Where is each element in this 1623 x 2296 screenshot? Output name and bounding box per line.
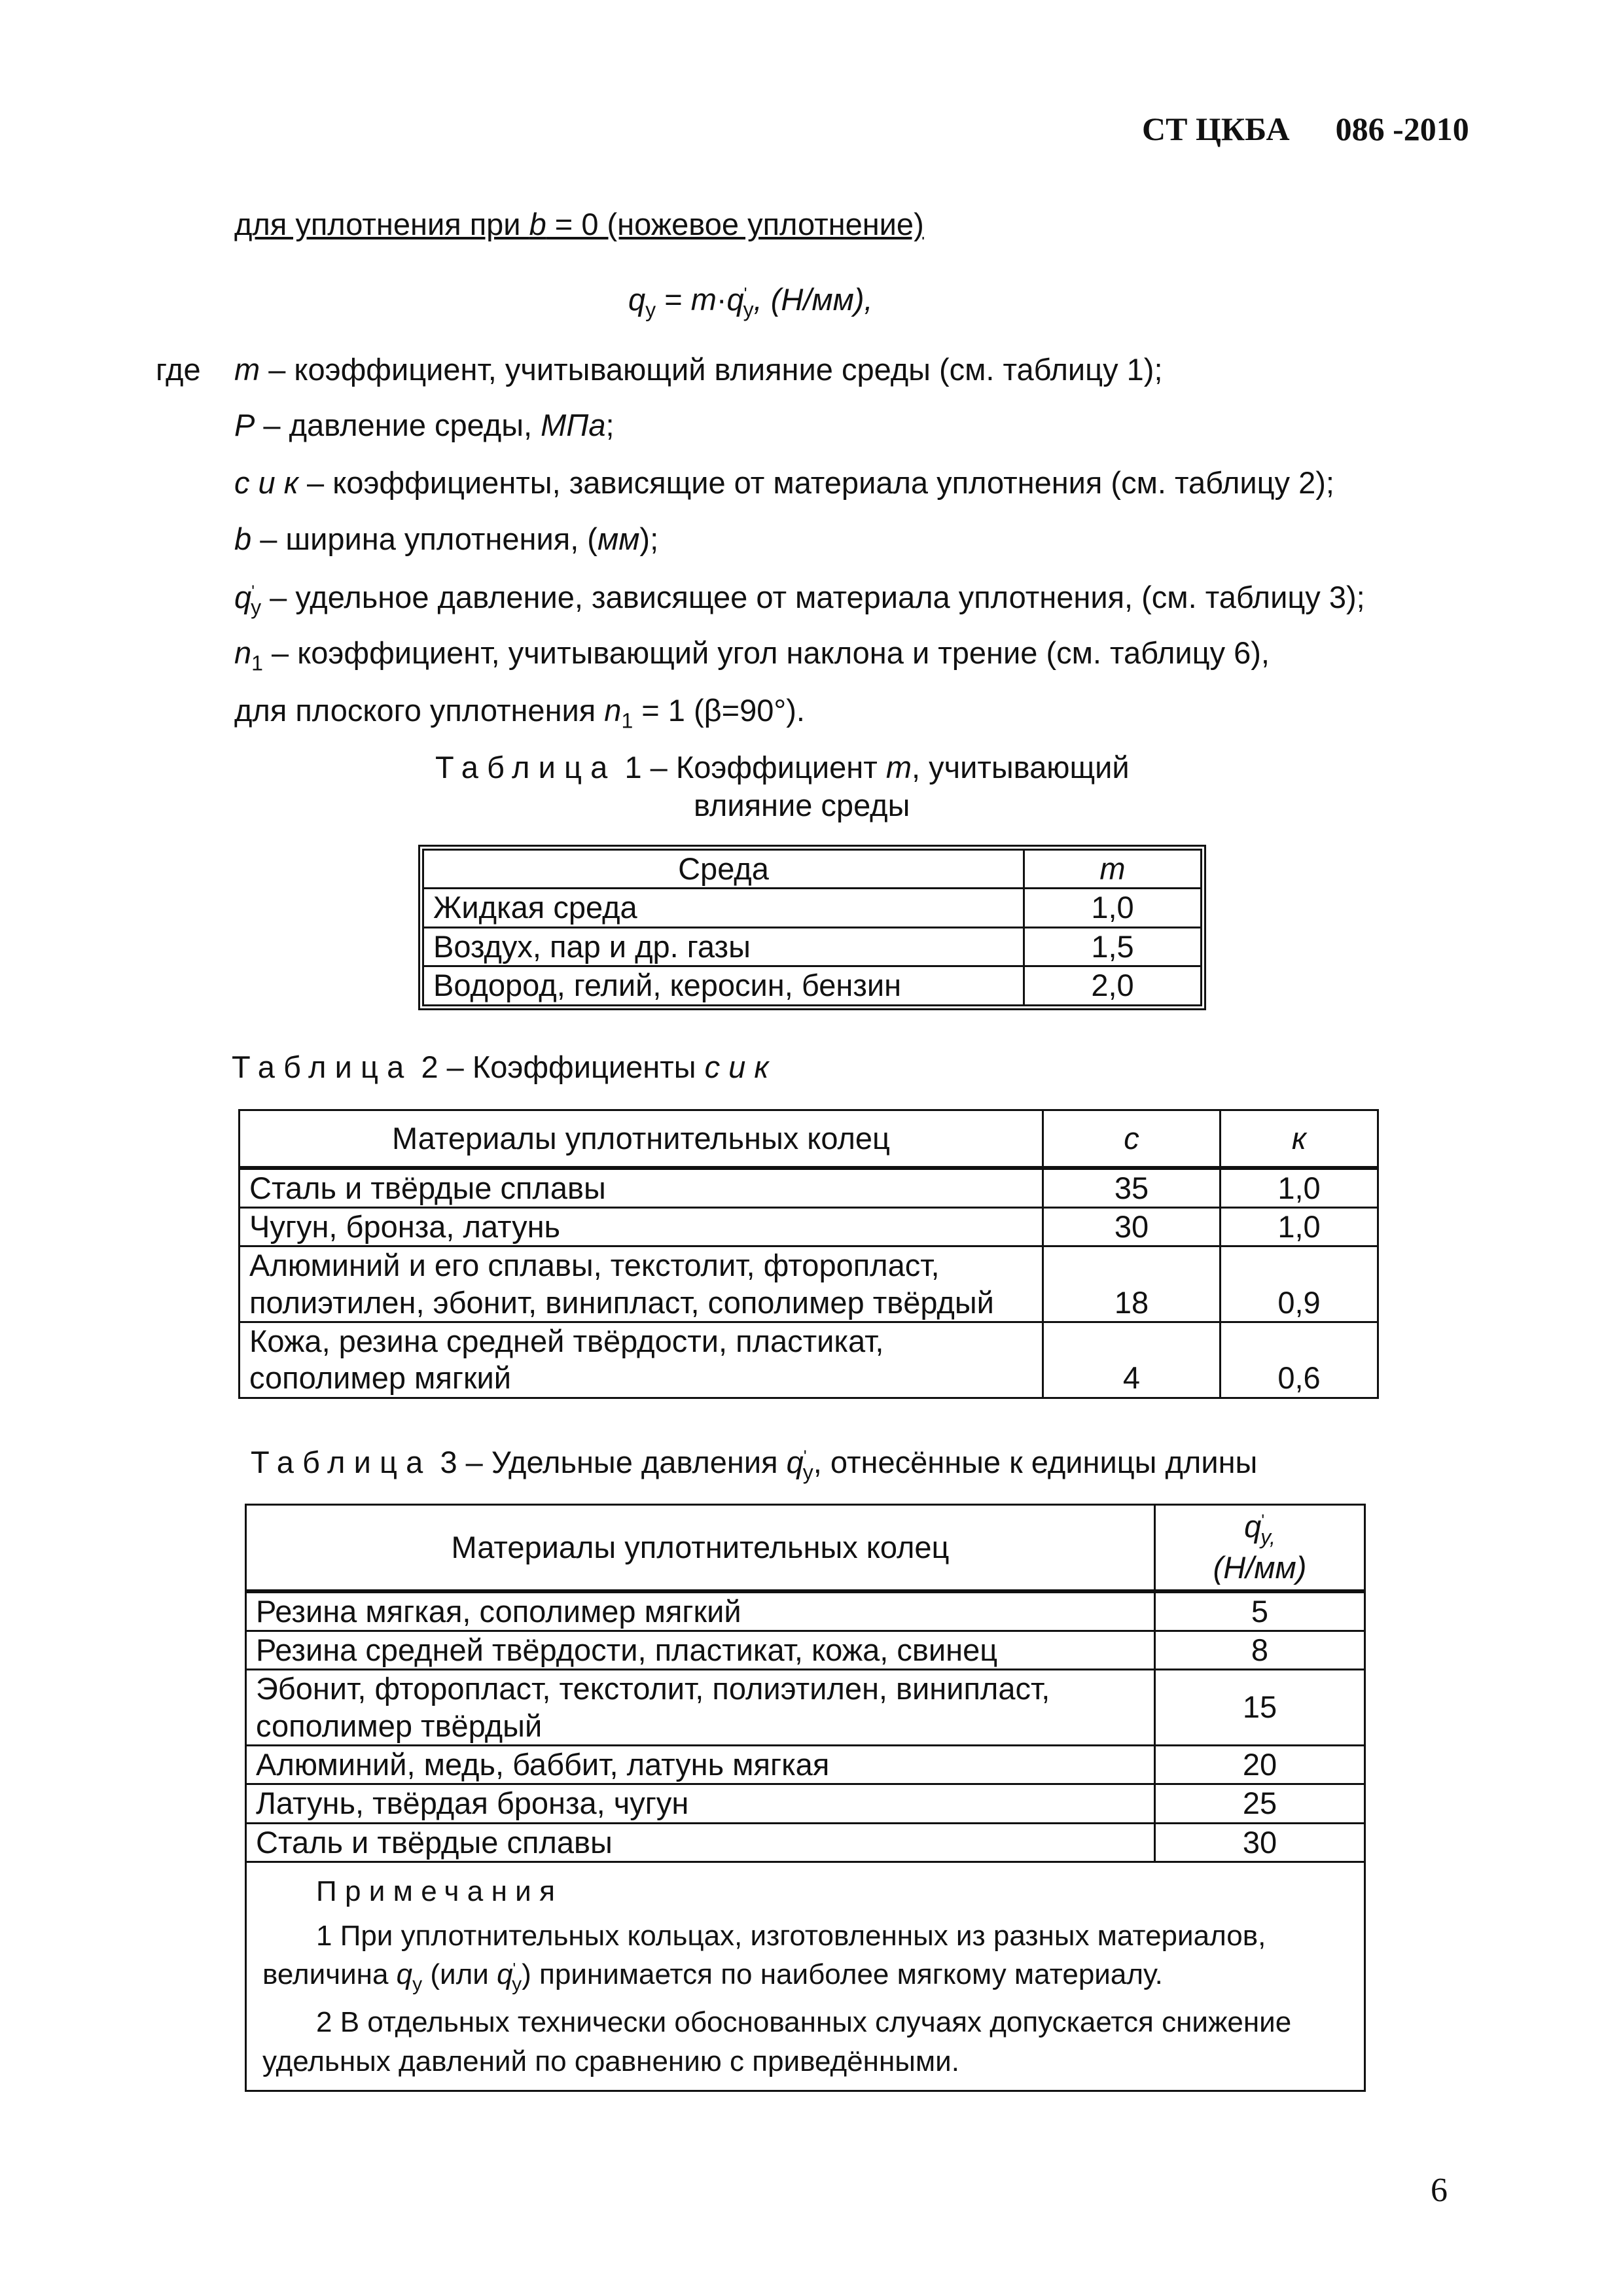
legend-symbol: n	[604, 693, 622, 728]
table-row	[240, 1168, 1378, 1208]
table3-caption	[251, 1444, 1257, 1485]
legend-item-c-k	[234, 465, 1334, 501]
note-sub: у	[512, 1973, 522, 1995]
caption-word: Таблица	[435, 750, 616, 785]
caption-text: 2 – Коэффициенты	[421, 1050, 705, 1084]
table-row	[423, 889, 1202, 927]
caption-sub: у	[802, 1460, 813, 1485]
legend-text: – коэффициенты, зависящие от материала уплотнения (см. таблицу 2);	[298, 465, 1334, 500]
legend-item-flat	[234, 692, 805, 733]
caption-var: с и к	[704, 1050, 769, 1084]
cell-line: сополимер мягкий	[249, 1360, 512, 1396]
legend-symbol: с и к	[234, 465, 298, 500]
formula-prime: '	[743, 283, 747, 304]
cell-line: Эбонит, фторопласт, текстолит, полиэтилен, винипласт,	[256, 1671, 1050, 1706]
formula-m: m	[690, 282, 717, 317]
note-text: 1 При уплотнительных кольцах, изготовленных из разных материалов, величина	[262, 1919, 1266, 1991]
table2-caption	[232, 1049, 769, 1085]
table-row	[246, 1670, 1365, 1746]
header-org: СТ ЦКБА	[1142, 111, 1290, 147]
table-row	[246, 1784, 1365, 1823]
table-cell: 30	[1155, 1823, 1365, 1862]
legend-item-m	[234, 351, 1163, 388]
formula-lhs-sub: у	[645, 298, 656, 322]
legend-unit: МПа	[541, 408, 606, 442]
table-cell: Резина мягкая, сополимер мягкий	[246, 1591, 1155, 1631]
table-cell: Резина средней твёрдости, пластикат, кожа, свинец	[246, 1631, 1155, 1669]
document-header	[1142, 110, 1469, 148]
table-cell: 1,0	[1221, 1168, 1378, 1208]
legend-item-p	[234, 407, 615, 444]
case-b0-heading	[234, 206, 924, 243]
table1-caption-line1	[435, 749, 1130, 785]
header-unit: (Н/мм)	[1213, 1549, 1307, 1585]
formula-unit: , (Н/мм),	[753, 282, 873, 317]
table-row	[240, 1322, 1378, 1398]
legend-text: – ширина уплотнения, (	[251, 521, 597, 556]
table-cell: 18	[1043, 1246, 1221, 1322]
table-notes-row	[246, 1862, 1365, 2091]
table-cell: 5	[1155, 1591, 1365, 1631]
table-cell: 30	[1043, 1207, 1221, 1246]
table-row	[240, 1207, 1378, 1246]
caption-tail: , отнесённые к единицы длины	[813, 1445, 1258, 1479]
page-number: 6	[1431, 2172, 1448, 2209]
cell-line: Алюминий и его сплавы, текстолит, фторопласт,	[249, 1248, 940, 1283]
table-header-row	[246, 1505, 1365, 1591]
table-cell: 1,0	[1221, 1207, 1378, 1246]
table-header: к	[1221, 1110, 1378, 1168]
table-row	[423, 966, 1202, 1005]
cell-line: Кожа, резина средней твёрдости, пластикат,	[249, 1324, 884, 1359]
header-q-sub: у,	[1260, 1525, 1275, 1549]
legend-symbol-sub: 1	[621, 709, 633, 733]
legend-symbol-sub: у	[251, 595, 262, 620]
legend-item-qy	[234, 579, 1365, 620]
table-cell: 8	[1155, 1631, 1365, 1669]
note-sub: у	[412, 1973, 423, 1995]
legend-text: – коэффициент, учитывающий влияние среды (см. таблицу 1);	[260, 352, 1163, 387]
note-var: q	[396, 1958, 413, 1991]
cell-line: полиэтилен, эбонит, винипласт, сополимер твёрдый	[249, 1284, 994, 1320]
legend-text: – давление среды,	[255, 408, 541, 442]
table-cell: Алюминий, медь, баббит, латунь мягкая	[246, 1746, 1155, 1784]
formula-dot: ·	[716, 282, 727, 317]
table-row	[246, 1631, 1365, 1669]
table-cell: 2,0	[1024, 966, 1202, 1005]
legend-text: для плоского уплотнения	[234, 693, 605, 728]
table-row	[423, 927, 1202, 966]
table-header: Материалы уплотнительных колец	[246, 1505, 1155, 1591]
table-cell: Воздух, пар и др. газы	[423, 927, 1024, 966]
caption-text: 3 – Удельные давления	[440, 1445, 787, 1479]
formula-rhs-sub: у	[743, 298, 754, 322]
case-b0-text-after: = 0 (ножевое уплотнение)	[546, 207, 924, 241]
case-b0-var: b	[529, 207, 546, 241]
table-header: с	[1043, 1110, 1221, 1168]
caption-var: q	[786, 1445, 804, 1479]
legend-item-n1	[234, 635, 1270, 676]
legend-where: где	[156, 352, 201, 387]
legend-symbol: b	[234, 521, 252, 556]
table-header: Материалы уплотнительных колец	[240, 1110, 1043, 1168]
legend-prime: '	[251, 581, 255, 601]
table-row	[246, 1746, 1365, 1784]
table-cell: 35	[1043, 1168, 1221, 1208]
caption-var: m	[885, 750, 912, 785]
table-cell	[240, 1246, 1043, 1322]
table-cell: Жидкая среда	[423, 889, 1024, 927]
legend-tail: );	[639, 521, 659, 556]
caption-text: 1 – Коэффициент	[624, 750, 886, 785]
formula-lhs: q	[628, 282, 646, 317]
note-text: (или	[422, 1958, 497, 1991]
caption-word: Таблица	[232, 1050, 413, 1084]
table-header-row	[240, 1110, 1378, 1168]
table-cell: 1,0	[1024, 889, 1202, 927]
legend-symbol: n	[234, 635, 252, 670]
formula-eq: =	[656, 282, 691, 317]
legend-symbol-sub: 1	[251, 651, 263, 675]
table-cell: 1,5	[1024, 927, 1202, 966]
legend-symbol: P	[234, 408, 255, 442]
legend-tail: ;	[605, 408, 615, 442]
table-cell	[240, 1322, 1043, 1398]
note-text: ) принимается по наиболее мягкому материалу.	[522, 1958, 1163, 1991]
note-var: q	[497, 1958, 513, 1991]
table-cell: Чугун, бронза, латунь	[240, 1207, 1043, 1246]
table-cell: 4	[1043, 1322, 1221, 1398]
table-cell: Сталь и твёрдые сплавы	[246, 1823, 1155, 1862]
table3	[245, 1504, 1366, 2092]
table-cell: 0,6	[1221, 1322, 1378, 1398]
table-cell: Водород, гелий, керосин, бензин	[423, 966, 1024, 1005]
table-cell: 25	[1155, 1784, 1365, 1823]
header-q: q	[1244, 1509, 1262, 1544]
formula	[628, 281, 873, 323]
table-cell: Сталь и твёрдые сплавы	[240, 1168, 1043, 1208]
legend-text: – коэффициент, учитывающий угол наклона и трение (см. таблицу 6),	[262, 635, 1270, 670]
note-prime: '	[512, 1960, 516, 1978]
table-header-row	[423, 850, 1202, 889]
cell-line: сополимер твёрдый	[256, 1708, 543, 1743]
caption-tail: , учитывающий	[911, 750, 1130, 785]
table-notes	[246, 1862, 1365, 2091]
table-cell	[246, 1670, 1155, 1746]
table-header-q	[1155, 1505, 1365, 1591]
caption-prime: '	[803, 1446, 807, 1466]
table1-caption-line2: влияние среды	[694, 788, 910, 822]
table-cell: 15	[1155, 1670, 1365, 1746]
legend-symbol: q	[234, 580, 252, 614]
table2	[238, 1109, 1379, 1399]
legend-symbol: m	[234, 352, 260, 387]
table-row	[240, 1246, 1378, 1322]
legend-item-b	[234, 521, 658, 557]
formula-rhs: q	[726, 282, 744, 317]
table1	[422, 849, 1202, 1006]
table-cell: 0,9	[1221, 1246, 1378, 1322]
header-prime: '	[1261, 1510, 1265, 1530]
table-cell: 20	[1155, 1746, 1365, 1784]
table-header: Среда	[423, 850, 1024, 889]
legend-tail: = 1 (β=90°).	[633, 693, 805, 728]
note-2: 2 В отдельных технически обоснованных случаях допускается снижение удельных давлений по сравнению с приведёнными.	[262, 2006, 1292, 2077]
notes-title: Примечания	[316, 1875, 563, 1908]
case-b0-text: для уплотнения при	[234, 207, 529, 241]
caption-word: Таблица	[251, 1445, 432, 1479]
table-row	[246, 1591, 1365, 1631]
table-header: m	[1024, 850, 1202, 889]
header-code: 086 -2010	[1335, 111, 1469, 147]
note-1	[262, 1916, 1348, 1998]
legend-unit: мм	[597, 521, 640, 556]
legend-text: – удельное давление, зависящее от материала уплотнения, (см. таблицу 3);	[261, 580, 1365, 614]
table-cell: Латунь, твёрдая бронза, чугун	[246, 1784, 1155, 1823]
table-row	[246, 1823, 1365, 1862]
